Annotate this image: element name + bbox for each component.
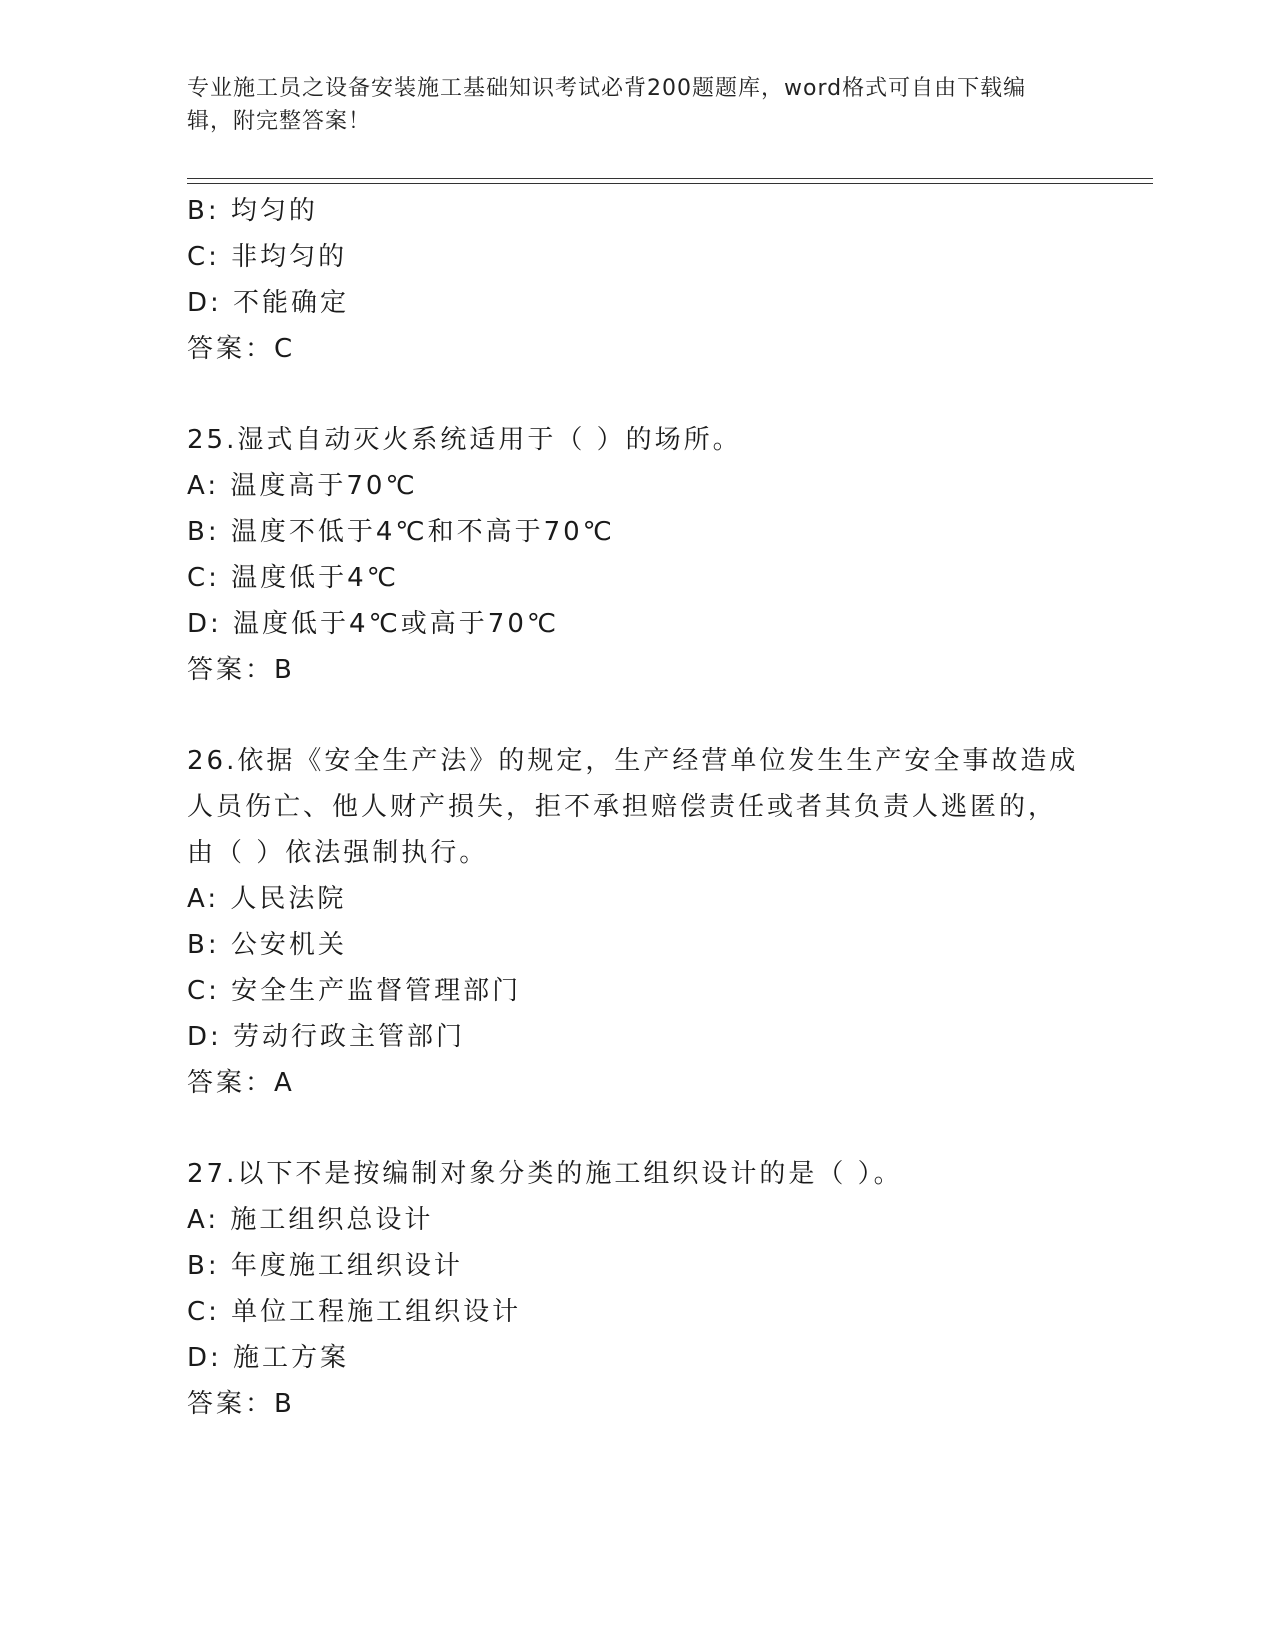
option-c: C: 安全生产监督管理部门: [187, 976, 522, 1006]
header-rule-bottom: [187, 183, 1153, 184]
question-text-line-3: 由（ ）依法强制执行。: [187, 838, 489, 868]
question-text: 25.湿式自动灭火系统适用于（ ）的场所。: [187, 425, 742, 455]
question-text: 27.以下不是按编制对象分类的施工组织设计的是（ ）。: [187, 1159, 903, 1189]
answer-line: 答案：B: [187, 655, 295, 685]
option-b: B: 年度施工组织设计: [187, 1251, 463, 1281]
option-b: B: 温度不低于4℃和不高于70℃: [187, 517, 615, 547]
answer-line: 答案：A: [187, 1068, 295, 1098]
question-text-line-2: 人员伤亡、他人财产损失，拒不承担赔偿责任或者其负责人逃匿的，: [187, 792, 1058, 822]
option-d: D: 劳动行政主管部门: [187, 1022, 466, 1052]
option-d: D: 温度低于4℃或高于70℃: [187, 609, 560, 639]
question-gap: [187, 1106, 1087, 1151]
option-c: C: 非均匀的: [187, 242, 348, 272]
question-25: [187, 417, 1087, 693]
option-a: A: 施工组织总设计: [187, 1205, 434, 1235]
header-rule-top: [187, 178, 1153, 179]
document-header: 专业施工员之设备安装施工基础知识考试必背200题题库，word格式可自由下载编辑，附完整答案！: [187, 76, 1027, 134]
option-b: B: 均匀的: [187, 196, 318, 226]
document-body: [187, 188, 1087, 1427]
answer-line: 答案：C: [187, 334, 296, 364]
answer-line: 答案：B: [187, 1389, 295, 1419]
option-b: B: 公安机关: [187, 930, 347, 960]
option-a: A: 温度高于70℃: [187, 471, 418, 501]
option-d: D: 不能确定: [187, 288, 350, 318]
option-c: C: 单位工程施工组织设计: [187, 1297, 522, 1327]
option-a: A: 人民法院: [187, 884, 347, 914]
option-c: C: 温度低于4℃: [187, 563, 399, 593]
question-24-continued: [187, 188, 1087, 372]
question-27: [187, 1151, 1087, 1427]
question-gap: [187, 693, 1087, 738]
option-d: D: 施工方案: [187, 1343, 350, 1373]
question-text-line-1: 26.依据《安全生产法》的规定，生产经营单位发生生产安全事故造成: [187, 746, 1079, 776]
question-26: [187, 738, 1087, 1106]
question-gap: [187, 372, 1087, 417]
